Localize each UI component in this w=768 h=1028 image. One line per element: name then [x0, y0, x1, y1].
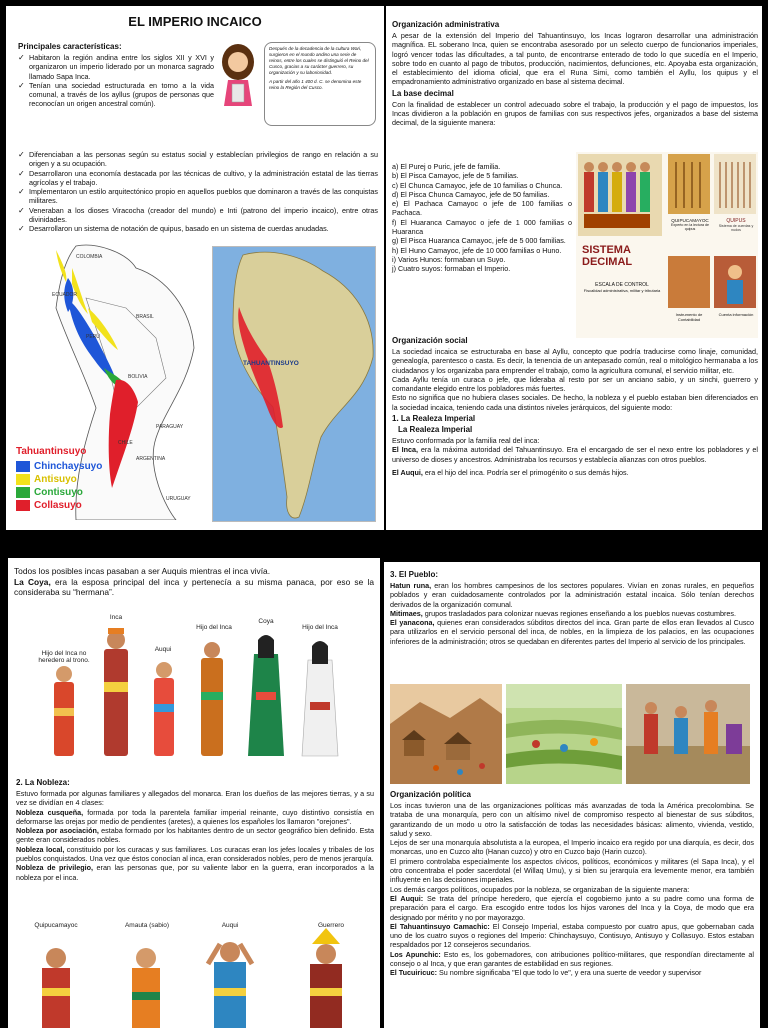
def-cusquena: formada por toda la parentela familiar imperial reinante, cuyo distintivo consistía en deformarse las orejas por medio de pendientes (aretes), a quienes los españoles los llamaron "orejones". — [16, 807, 374, 826]
legend-item — [16, 499, 102, 512]
page-title: EL IMPERIO INCAICO — [128, 14, 262, 29]
def-auqui: Se trata del príncipe heredero, que ejercía el cogobierno junto a su padre como una forma de preparación para el cargo. Era escogido entre todos los hijos varones del Inca y la Coya, de modo que era designado por mérito y no por mayorazgo. — [390, 893, 754, 922]
legend-label: Antisuyo — [34, 474, 77, 485]
decimal-item: i) Varios Hunos: formaban un Suyo. — [392, 254, 506, 264]
feature-item: ✓ Desarrollaron un sistema de notación de quipus, basado en un sistema de cuerdas anudadas. — [18, 224, 378, 233]
feature-item: ✓ Diferenciaban a las personas según su estatus social y establecían privilegios de rango en relación a su origen y a su ocupación. — [18, 150, 378, 169]
paragraph-clases: Esto no significa que no hubiera clases sociales. De hecho, la nobleza y el pueblo estaban bien diferenciados en la sociedad incaica, teniendo cada una distintos niveles jerárquicos, del siguiente modo: — [392, 393, 758, 412]
map-label-bolivia: BOLIVIA — [128, 374, 148, 380]
paragraph-mitimaes — [390, 609, 754, 618]
label-escala: ESCALA DE CONTROL — [595, 282, 649, 288]
map-label-peru: PERÚ — [86, 334, 100, 340]
paragraph-inca — [392, 445, 758, 464]
girl-illustration — [214, 40, 262, 106]
legend-item — [16, 460, 102, 473]
feature-item: ✓ Desarrollaron una economía destacada por las técnicas de cultivo, y la administración estatal de las tierras agrícolas y el trabajo. — [18, 169, 378, 188]
paragraph-yanacona — [390, 618, 754, 646]
term-privilegio: Nobleza de privilegio, — [16, 863, 93, 873]
label-instrumento: Instrumento de Contabilidad — [675, 312, 703, 322]
decimal-item: c) El Chunca Camayoc, jefe de 10 familias o Chunca. — [392, 180, 563, 190]
paragraph-hatun-runa — [390, 581, 754, 609]
def-tahuantinsuyo-camachic: El Consejo Imperial, estaba compuesto por cuatro apus, que gobernaban cada uno de los cuatro suyos o regiones del Imperio: Chinchaysuyo, Contisuyo, Antisuyo y Collasuyo. Estos estaban respaldados por 12 consejeros secundarios. — [390, 921, 755, 950]
bubble-text-2: A partir del año 1 400 d. C. se denomina este reino la Región del Cusco. — [269, 79, 362, 90]
figure-label: Hijo del Inca no heredero al trono. — [38, 650, 90, 664]
feature-item: ✓ Implementaron un estilo arquitectónico propio en aquellos pueblos que dominaron a través de las conquistas militares. — [18, 187, 378, 206]
term-cusquena: Nobleza cusqueña, — [16, 807, 84, 817]
figure-label: Inca — [109, 614, 123, 621]
legend-label: Collasuyo — [34, 500, 82, 511]
legend-swatch — [16, 500, 30, 511]
paragraph-tucuiricuc — [390, 968, 754, 977]
def-inca: era la máxima autoridad del Tahuantinsuyo. Era el encargado de ser el nexo entre los pobladores y el universo de dioses y ancestros. Administraba los recursos y establecía alianzas con otros pueblos. — [392, 445, 758, 464]
heading-base-decimal: La base decimal — [392, 88, 454, 98]
map-label-ecuador: ECUADOR — [52, 292, 78, 298]
paragraph-politica-2: Lejos de ser una monarquía absolutista a la europea, el Imperio incaico era regido por una diarquía, es decir, dos monarcas, uno en Cuzco alto (Hanan cuzco) y otro en Cuzco bajo (Harin cuzco). — [390, 838, 754, 857]
figure-label: Quipucamayoc — [34, 922, 78, 929]
bubble-text: Después de la decadencia de la cultura Wari, surgieron en el mundo andino una serie de reinos, entre los cuales se distinguió el Reino del Cusco, gracias a su carácter guerrero, su organización y su laboriosidad. — [269, 46, 369, 75]
legend-title: Tahuantinsuyo — [16, 446, 87, 457]
term-coya: La Coya, — [14, 576, 51, 587]
paragraph-base-decimal: Con la finalidad de establecer un control adecuado sobre el trabajo, la producción y el pago de impuestos, los Incas dividieron a la población en grupos de familias con sus respectivos jefes, organizados a base del sistema decimal, de la siguiente manera: — [392, 99, 758, 128]
decimal-system-illustration — [576, 152, 758, 338]
numbered-heading-nobleza: 2. La Nobleza: — [16, 778, 70, 787]
figure-label: Amauta (sabio) — [124, 922, 170, 929]
map-label-uruguay: URUGUAY — [166, 496, 191, 502]
decimal-list — [392, 162, 572, 274]
label-quipus: QUIPUS — [726, 218, 746, 224]
decimal-item: f) El Huaranca Camayoc o jefe de 1 000 familias o Huaranca — [392, 217, 572, 237]
decimal-item: b) El Pisca Camayoc, jefe de 5 familias. — [392, 171, 519, 181]
def-privilegio: eran las personas que, por su valiente labor en la guerra, eran incorporados a la nobleza por el inca. — [16, 863, 374, 882]
decimal-item: e) El Pachaca Camayoc o jefe de 100 familias o Pachaca. — [392, 199, 572, 218]
panel-realeza-nobleza — [8, 558, 380, 1028]
term-hatun-runa: Hatun runa, — [390, 581, 432, 590]
paragraph-social: La sociedad incaica se estructuraba en base al Ayllu, concepto que podría traducirse como linaje, comunidad, genealogía, parentesco o casta. Es decir, la tenencia de un antepasado común, real o mitológico hermanaba a los ciudadanos y los organizaba para emprender el trabajo, como la agricultura comunal, el servicio militar, etc. — [392, 347, 758, 375]
figure-label: Hijo del Inca — [302, 624, 338, 631]
legend-swatch — [16, 461, 30, 472]
def-yanacona: quienes eran considerados súbditos directos del inca. Gran parte de ellos eran llevados al Cusco para utilizarlos en el servicio personal del inca, de nobles, en la limpieza de los palacios, en las ocupaciones inferiores de la administración; otros se quedaban en diferentes partes del Imperio al servicio de los principales. — [390, 618, 755, 646]
paragraph-auquis: Todos los posibles incas pasaban a ser Auquis mientras el inca vivía. — [14, 566, 271, 576]
nobility-illustration — [16, 918, 372, 1028]
village-scene-image — [390, 684, 502, 784]
paragraph-asociacion — [16, 826, 374, 845]
def-apunchic: Esto es, los gobernadores, con atribuciones político-militares, que respondían directamente al consejo o al Inca, y que eran garantes de estabilidad en sus regiones. — [390, 949, 754, 969]
def-tucuiricuc: Su nombre significaba "El que todo lo ve", y era una suerte de veedor y supervisor — [437, 968, 702, 978]
heading-social: Organización social — [392, 336, 468, 345]
label-cuenta: Cuenta información — [718, 312, 754, 317]
def-mitimaes: grupos trasladados para colonizar nuevas regiones enseñando a los pueblos nuevas costumbres. — [422, 608, 737, 618]
map-label-brasil: BRASIL — [136, 314, 154, 320]
paragraph-apunchic — [390, 950, 754, 969]
term-apunchic: Los Apunchic: — [390, 949, 441, 959]
def-coya: era la esposa principal del inca y pertenecía a su misma panaca, por eso se la consideraba su “hermana”. — [14, 576, 374, 597]
paragraph-coya — [14, 577, 374, 598]
legend-item — [16, 486, 102, 499]
figure-label: Hijo del Inca — [196, 624, 232, 631]
paragraph-local — [16, 845, 374, 864]
paragraph-politica-4: Los demás cargos políticos, ocupados por la nobleza, se organizaban de la siguiente manera: — [390, 884, 690, 894]
paragraph-auqui — [390, 894, 754, 922]
label-escala-sub: Fiscalidad administrativa, militar y tributaria — [583, 288, 661, 293]
decimal-item: j) Cuatro suyos: formaban el Imperio. — [392, 264, 511, 274]
political-map — [16, 238, 206, 520]
def-auqui: era el hijo del inca. Podría ser el primogénito o sus demás hijos. — [422, 467, 629, 477]
paragraph-ayllu: Cada Ayllu tenía un curaca o jefe, que lideraba al resto por ser un anciano sabio, y un sinchi, guerrero y comandante elegido entre los pobladores más fuertes. — [392, 374, 758, 394]
map-label-tahuantinsuyo: TAHUANTINSUYO — [243, 360, 299, 367]
features-heading: Principales características: — [18, 42, 122, 51]
term-mitimaes: Mitimaes, — [390, 608, 423, 618]
figure-label: Guerrero — [317, 922, 344, 929]
figure-label: Auqui — [154, 646, 172, 653]
map-label-chile: CHILE — [118, 440, 133, 446]
royal-family-illustration — [16, 612, 372, 768]
legend-label: Chinchaysuyo — [34, 461, 103, 472]
feature-item: ✓ Habitaron la región andina entre los siglos XII y XVI y organizaron un imperio liderado por un monarca sagrado llamado Sapa Inca. — [18, 53, 214, 81]
paragraph-politica-3: El primero controlaba especialmente los aspectos cívicos, políticos, económicos y militares (el Sapa Inca), y el otro concentraba el poder sacerdotal (el Willaq Umu), y si bien su jerarquía era levemente menor, era también influyente en las decisiones imperiales. — [390, 856, 754, 885]
paragraph-realeza: Estuvo conformada por la familia real del inca: — [392, 436, 540, 446]
paragraph-auqui — [392, 468, 758, 477]
def-hatun-runa: eran los hombres campesinos de los sectores populares. Vivían en zonas rurales, en pequeños poblados y eran cuidadosamente controlados por la administración estatal incaica. Sólo tenían derechos derivados de la organización comunal. — [390, 581, 754, 609]
label-decimal: DECIMAL — [582, 256, 633, 268]
heading-politica: Organización política — [390, 790, 471, 799]
term-yanacona: El yanacona, — [390, 618, 435, 628]
fields-scene-image — [506, 684, 622, 784]
panel-organizacion — [386, 6, 762, 530]
term-local: Nobleza local, — [16, 844, 65, 854]
paragraph-privilegio — [16, 863, 374, 882]
term-inca: El Inca, — [392, 445, 418, 455]
labor-scene-image — [626, 684, 750, 784]
paragraph-tahuantinsuyo-camachic — [390, 922, 754, 950]
map-label-argentina: ARGENTINA — [136, 456, 166, 462]
label-quipucamayoc-sub: Experto en la lectura de quipus — [671, 223, 709, 231]
decimal-item: d) El Pisca Chunca Camayoc, jefe de 50 familias. — [392, 189, 550, 199]
term-auqui: El Auqui, — [392, 467, 423, 477]
legend-swatch — [16, 487, 30, 498]
paragraph-politica-1: Los incas tuvieron una de las organizaciones políticas más avanzadas de toda la América precolombina. Se trataba de una monarquía, pero con un altísimo nivel de compromiso respecto al bienestar de sus súbditos, garantizando de un modo u otro la satisfacción de todas las necesidades básicas: alimento, vivienda, vestido, salud y sexo. — [390, 801, 754, 838]
label-quipus-sub: Sistema de cuerdas y nudos — [718, 224, 754, 232]
term-tucuiricuc: El Tucuiricuc: — [390, 968, 437, 978]
map-label-colombia: COLOMBIA — [76, 254, 103, 260]
speech-bubble — [264, 42, 376, 126]
paragraph-admin: A pesar de la extensión del Imperio del Tahuantinsuyo, los Incas lograron desarrollar una administración magnífica. EL soberano Inca, quien se encontraba asesorado por un selecto cuerpo de funcionarios imperiales, logró vencer todas las dificultades, a tal punto, de encontrarse enterado de todo lo que sucedía en el Imperio, sobre todo en cuanto al pago de tributos, producción, nacimientos, defunciones, etc. Apoyaba esta organización, el establecimiento del idioma oficial, que era el Runa Simi, como también el Ayllu, los quipus y el empadronamiento administrativo organizado en base al sistema decimal. — [392, 31, 758, 87]
decimal-item: h) El Huno Camayoc, jefe de 10 000 familias o Huno. — [392, 245, 562, 255]
heading-admin: Organización administrativa — [392, 20, 500, 29]
figure-label: Auqui — [221, 922, 239, 929]
panel-pueblo-politica — [384, 562, 760, 1028]
term-tahuantinsuyo-camachic: El Tahuantinsuyo Camachic: — [390, 921, 490, 931]
south-america-map — [212, 246, 376, 522]
paragraph-cusquena — [16, 808, 374, 827]
def-local: constituido por los curacas y sus familiares. Los curacas eran los jefes locales y tribales de los pueblos conquistados. Una vez que éstos conocían al inca, eran considerados nobles, pero de menos jerarquía. — [16, 844, 374, 864]
feature-item: ✓ Veneraban a los dioses Viracocha (creador del mundo) e Inti (patrono del imperio incaico), entre otras divinidades. — [18, 206, 378, 225]
map-label-paraguay: PARAGUAY — [156, 424, 184, 430]
feature-item: ✓ Tenían una sociedad estructurada en torno a la vida comunal, a través de los ayllus (grupos de personas que reconocían un origen ancestral común). — [18, 81, 214, 109]
figure-label: Coya — [258, 618, 274, 625]
features-list — [18, 53, 214, 109]
decimal-item: a) El Purej o Puric, jefe de familia. — [392, 162, 501, 171]
map-legend — [16, 460, 102, 512]
decimal-item: g) El Pisca Huaranca Camayoc, jefe de 5 000 familias. — [392, 236, 566, 246]
term-asociacion: Nobleza por asociación, — [16, 826, 99, 836]
def-asociacion: estaba formado por los habitantes dentro de un sector geográfico bien definido. Esta gente eran considerados nobles. — [16, 826, 374, 845]
panel-imperio-incaico — [6, 6, 384, 530]
numbered-heading-realeza: 1. La Realeza Imperial — [392, 414, 476, 424]
legend-label: Contisuyo — [34, 487, 83, 498]
heading-realeza: La Realeza Imperial — [398, 425, 473, 435]
term-auqui: El Auqui: — [390, 893, 424, 903]
numbered-heading-pueblo: 3. El Pueblo: — [390, 570, 439, 579]
features-list-continued — [18, 150, 378, 234]
legend-swatch — [16, 474, 30, 485]
label-quipucamayoc: QUIPUCAMAYOC — [671, 218, 709, 223]
paragraph-nobleza: Estuvo formada por algunas familiares y allegados del monarca. Eran los dueños de las mejores tierras, y a su vez se dividían en 4 clases: — [16, 789, 374, 808]
legend-item — [16, 473, 102, 486]
label-sistema: SISTEMA — [582, 244, 631, 256]
